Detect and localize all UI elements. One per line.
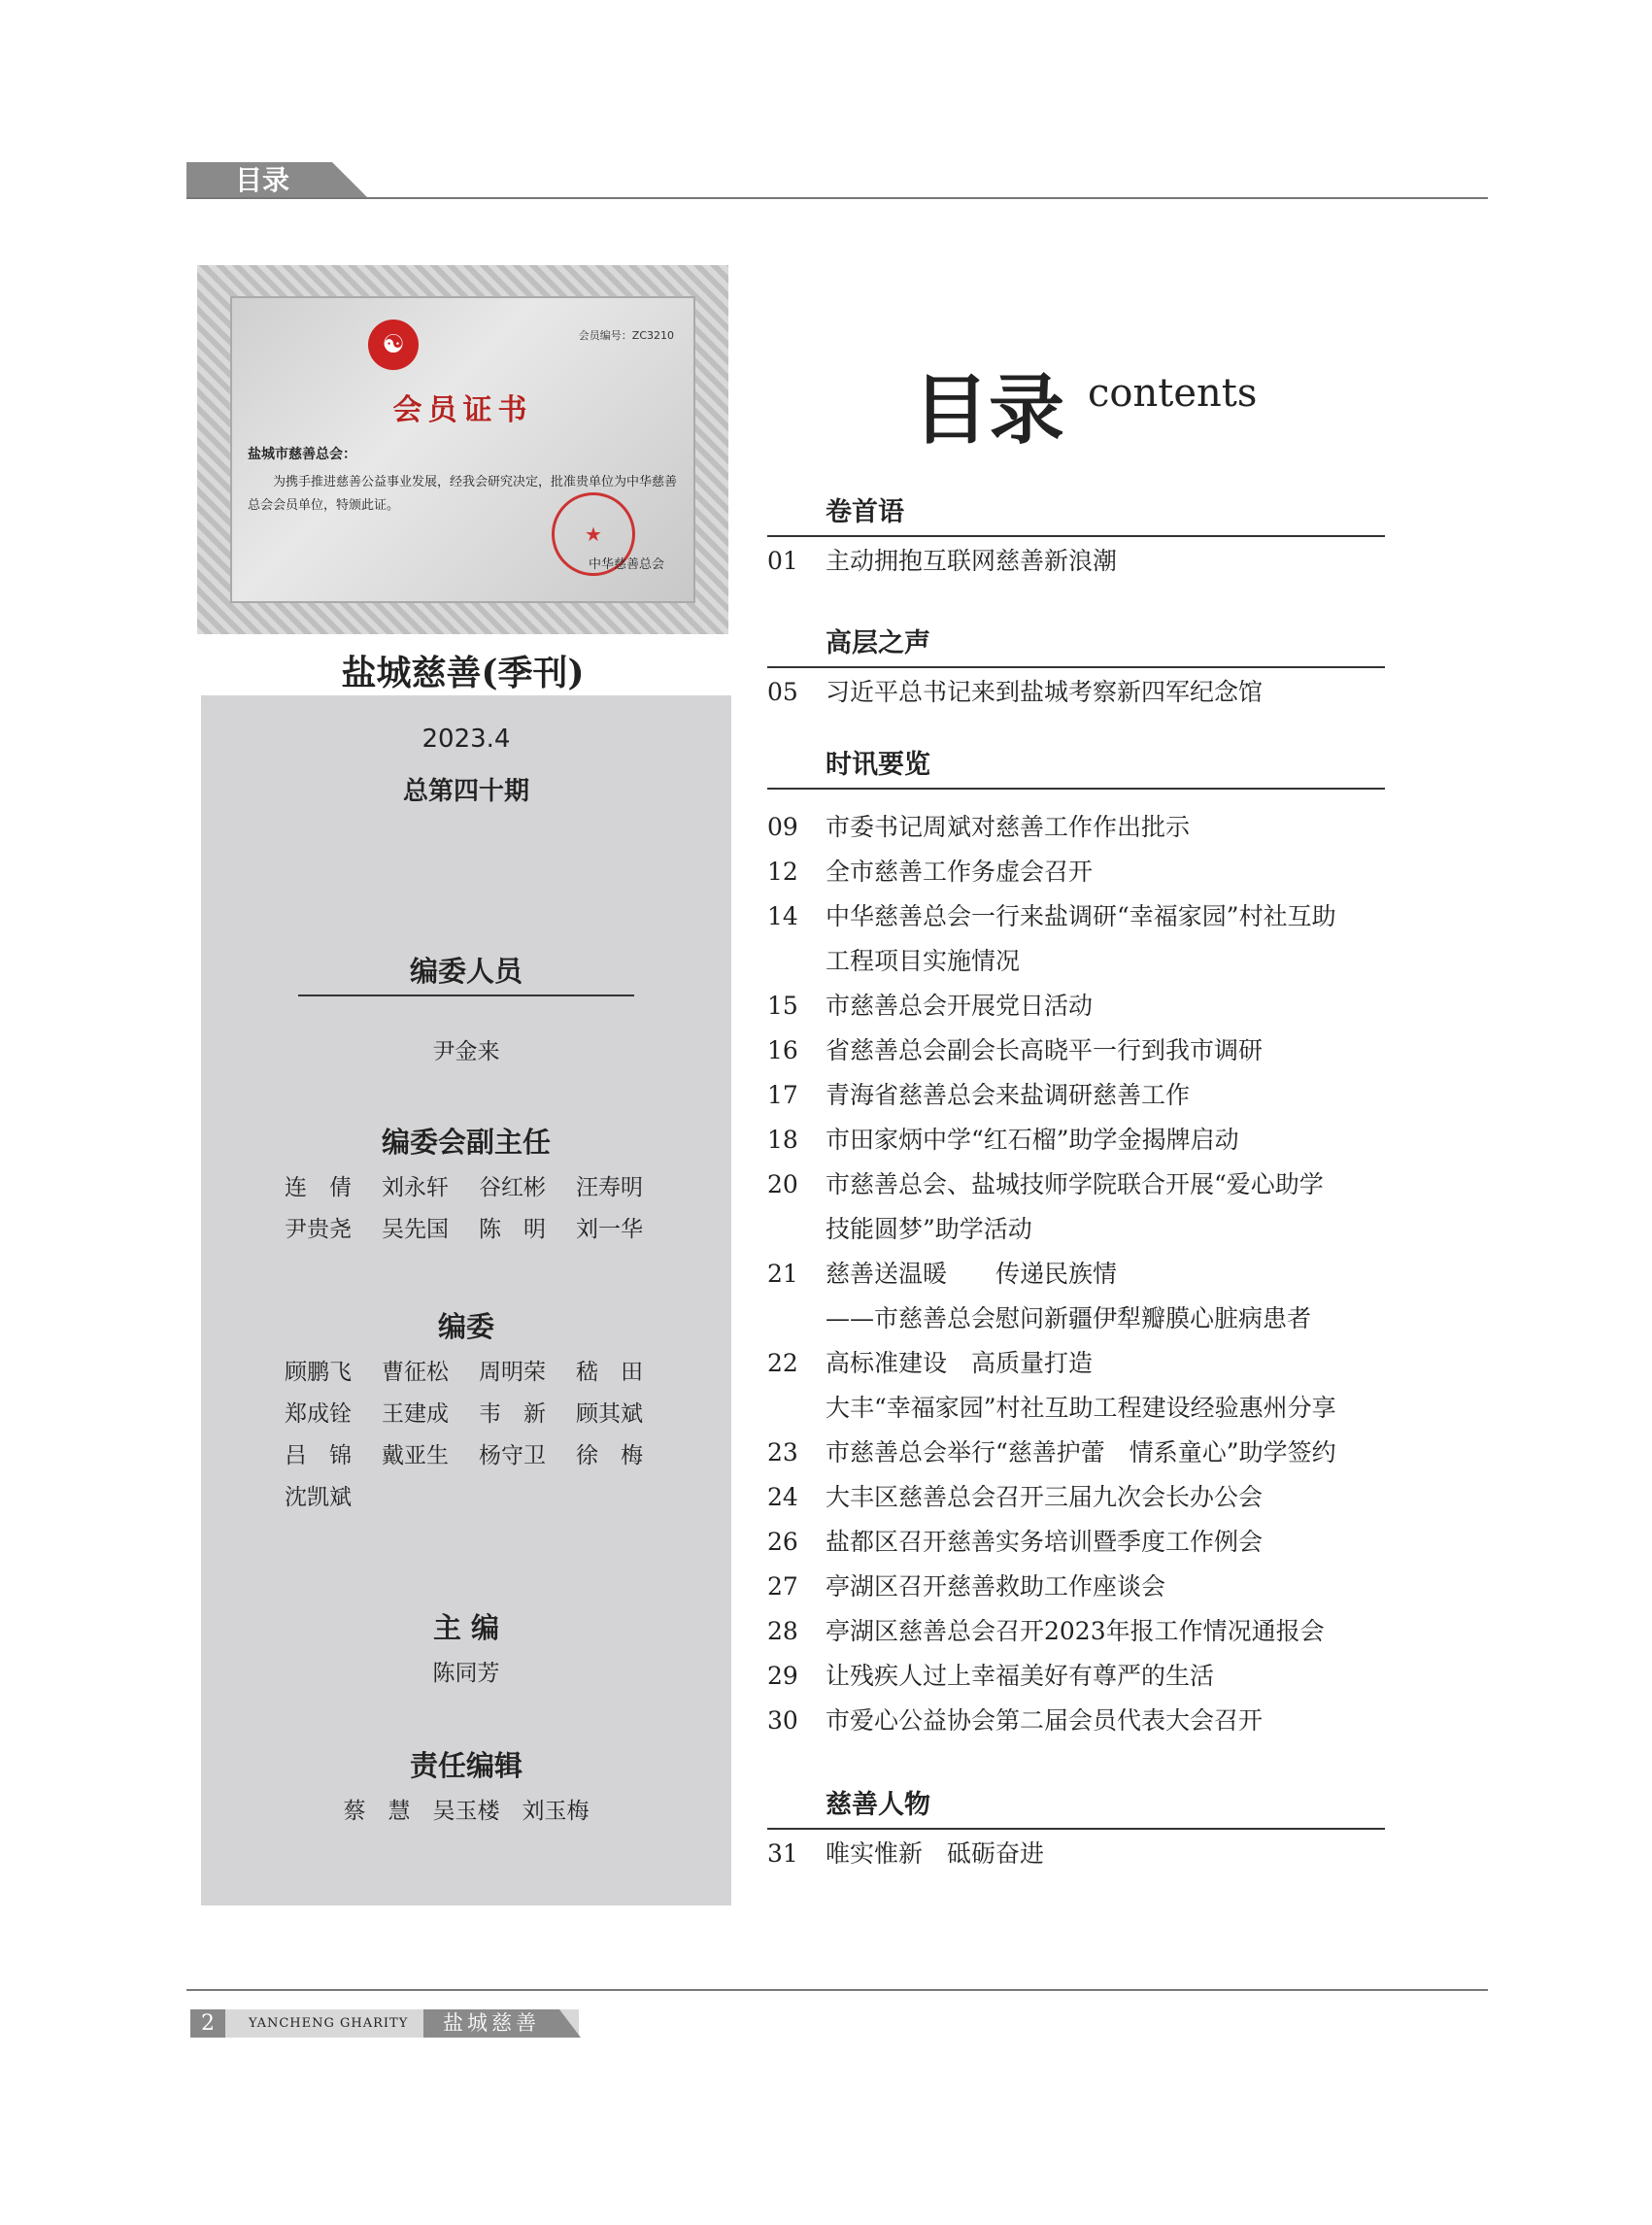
certificate-inner [230,296,695,603]
issue-total: 总第四十期 [402,777,529,806]
toc-page-number: 09 [767,813,798,841]
toc-entry [767,1215,1428,1244]
toc-page-number: 23 [767,1438,798,1466]
toc-page-number: 22 [767,1349,798,1377]
toc-entry-title: 亭湖区召开慈善救助工作座谈会 [826,1572,1166,1601]
certificate-issuer: 中华慈善总会 [588,557,664,572]
vice-director-name: 陈 明 [479,1217,546,1242]
toc-entry-title: 市慈善总会、盐城技师学院联合开展“爱心助学 [826,1170,1324,1198]
toc-page-number: 31 [767,1839,798,1868]
toc-entry [767,678,1428,707]
toc-section-rule [767,666,1385,668]
certificate-title: 会员证书 [392,393,533,427]
toc-entry [767,1706,1428,1736]
committee-name: 杨守卫 [479,1443,546,1468]
magazine-name: 盐城慈善(季刊) [341,653,585,693]
certificate-photo [197,265,728,634]
toc-subtitle: contents [1088,371,1258,416]
vice-director-name: 连 倩 [285,1175,352,1200]
toc-entry [767,1662,1428,1691]
footer-rule [186,1989,1488,1991]
toc-entry [767,1349,1428,1378]
toc-entry [767,1617,1428,1646]
toc-entry-title: 市慈善总会开展党日活动 [826,992,1094,1020]
toc-entry-title: 大丰区慈善总会召开三届九次会长办公会 [826,1483,1264,1511]
footer-english-title: YANCHENG GHARITY [249,2016,409,2031]
toc-entry-title: 全市慈善工作务虚会召开 [826,858,1094,886]
toc-entry [767,992,1428,1021]
toc-page-number: 27 [767,1572,798,1601]
toc-entry-title: 唯实惟新 砥砺奋进 [826,1839,1045,1868]
charity-logo-icon: ☯ [368,320,419,370]
toc-entry-title: 市爱心公益协会第二届会员代表大会召开 [826,1706,1264,1735]
toc-section-rule [767,535,1385,537]
editorial-board-name: 尹金来 [432,1039,500,1064]
certificate-member-no: 会员编号：ZC3210 [578,329,674,342]
committee-name: 郑成铨 [285,1401,352,1427]
toc-page-number: 29 [767,1662,798,1690]
toc-entry [767,1170,1428,1199]
vice-director-name: 刘一华 [576,1217,643,1242]
toc-entry-title: ——市慈善总会慰问新疆伊犁瓣膜心脏病患者 [826,1304,1312,1332]
issue-date: 2023.4 [421,725,511,754]
toc-title: 目录 [913,367,1065,455]
toc-entry [767,1483,1428,1512]
toc-page-number: 18 [767,1126,798,1154]
toc-entry-title: 青海省慈善总会来盐调研慈善工作 [826,1081,1191,1109]
toc-page-number: 17 [767,1081,798,1109]
toc-page-number: 26 [767,1528,798,1556]
toc-entry-title: 省慈善总会副会长高晓平一行到我市调研 [826,1036,1264,1064]
committee-name: 韦 新 [479,1401,546,1427]
toc-section-rule [767,788,1385,790]
toc-page-number: 24 [767,1483,798,1511]
toc-entry [767,813,1428,842]
footer-page-number: 2 [190,2009,225,2038]
toc-section-title: 高层之声 [826,628,930,658]
toc-page-number: 21 [767,1260,798,1288]
toc-page-number: 28 [767,1617,798,1645]
toc-entry-title: 慈善送温暖 传递民族情 [826,1260,1118,1288]
header-tab-label: 目录 [235,164,290,196]
header-rule [186,197,1488,199]
toc-entry [767,1126,1428,1155]
toc-entry [767,902,1428,931]
vice-director-list [285,1169,673,1243]
committee-name: 周明荣 [479,1360,546,1385]
toc-page-number: 14 [767,902,798,930]
toc-entry-title: 市委书记周斌对慈善工作作出批示 [826,813,1191,841]
vice-director-name: 汪寿明 [576,1175,643,1200]
committee-name: 王建成 [382,1401,449,1427]
vice-director-name: 吴先国 [382,1217,449,1242]
committee-name: 嵇 田 [576,1360,643,1385]
toc-page-number: 15 [767,992,798,1020]
toc-entry [767,947,1428,976]
vice-director-name: 谷红彬 [479,1175,546,1200]
toc-entry [767,1839,1428,1869]
toc-page-number: 01 [767,547,798,575]
toc-page-number: 16 [767,1036,798,1064]
toc-entry-title: 盐都区召开慈善实务培训暨季度工作例会 [826,1528,1264,1556]
toc-entry [767,1572,1428,1601]
toc-entry [767,547,1428,576]
committee-name: 曹征松 [382,1360,449,1385]
chief-editor-name: 陈同芳 [432,1661,500,1686]
editors-title: 责任编辑 [409,1749,523,1782]
editors-names: 蔡 慧 吴玉楼 刘玉梅 [343,1799,590,1824]
footer-chinese-title: 盐城慈善 [423,2009,559,2038]
toc-entry-title: 市慈善总会举行“慈善护蕾 情系童心”助学签约 [826,1438,1336,1466]
vice-director-name: 尹贵尧 [285,1217,352,1242]
toc-entry-title: 高标准建设 高质量打造 [826,1349,1094,1377]
toc-entry-title: 大丰“幸福家园”村社互助工程建设经验惠州分享 [826,1394,1336,1422]
committee-name: 戴亚生 [382,1443,449,1468]
toc-entry [767,1528,1428,1557]
toc-entry-title: 习近平总书记来到盐城考察新四军纪念馆 [826,678,1264,706]
toc-entry [767,1260,1428,1289]
toc-entry [767,858,1428,887]
toc-entry-title: 主动拥抱互联网慈善新浪潮 [826,547,1118,575]
toc-entry-title: 让残疾人过上幸福美好有尊严的生活 [826,1662,1215,1690]
vice-director-title: 编委会副主任 [381,1126,551,1159]
editorial-board-title: 编委人员 [409,955,523,988]
committee-name: 徐 梅 [576,1443,643,1468]
committee-list [285,1354,673,1511]
certificate-body: 为携手推进慈善公益事业发展，经我会研究决定，批准贵单位为中华慈善总会会员单位，特颁此证。 [248,475,678,513]
chief-editor-title: 主 编 [432,1611,500,1644]
toc-entry [767,1081,1428,1110]
toc-page-number: 12 [767,858,798,886]
toc-entry-title: 市田家炳中学“红石榴”助学金揭牌启动 [826,1126,1239,1154]
certificate-recipient: 盐城市慈善总会： [248,447,356,462]
toc-entry-title: 技能圆梦”助学活动 [826,1215,1032,1243]
toc-entry [767,1036,1428,1065]
committee-name: 沈凯斌 [285,1485,352,1510]
committee-title: 编委 [437,1310,494,1343]
toc-section-title: 时讯要览 [826,750,930,780]
seal-star-icon: ★ [552,492,635,576]
masthead-panel [201,695,731,1905]
committee-name: 吕 锦 [285,1443,352,1468]
editorial-board-rule [298,995,634,996]
committee-name: 顾鹏飞 [285,1360,352,1385]
toc-page-number: 30 [767,1706,798,1735]
toc-entry [767,1394,1428,1423]
toc-entry [767,1438,1428,1467]
committee-name: 顾其斌 [576,1401,643,1427]
toc-section-rule [767,1828,1385,1830]
vice-director-name: 刘永轩 [382,1175,449,1200]
toc-entry-title: 亭湖区慈善总会召开2023年报工作情况通报会 [826,1617,1325,1645]
toc-entry-title: 中华慈善总会一行来盐调研“幸福家园”村社互助 [826,902,1336,930]
toc-section-title: 慈善人物 [826,1790,930,1820]
toc-page-number: 20 [767,1170,798,1198]
toc-page-number: 05 [767,678,798,706]
toc-entry [767,1304,1428,1333]
toc-section-title: 卷首语 [826,497,904,527]
toc-entry-title: 工程项目实施情况 [826,947,1021,975]
